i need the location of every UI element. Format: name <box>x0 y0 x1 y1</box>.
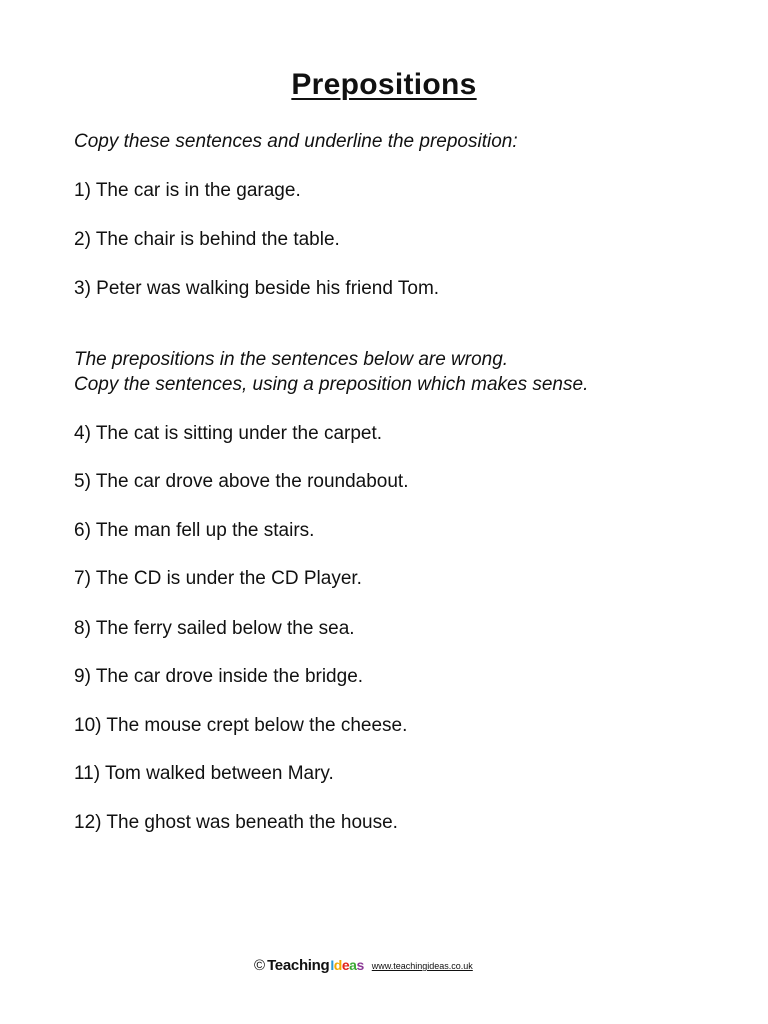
sentence-10: 10) The mouse crept below the cheese. <box>74 715 408 736</box>
footer-url-link[interactable]: www.teachingideas.co.uk <box>371 961 473 971</box>
brand-logo-letter: e <box>341 957 350 973</box>
brand-logo-ideas <box>330 957 363 973</box>
footer <box>254 953 473 977</box>
brand-logo-letter: s <box>356 957 364 973</box>
sentence-9: 9) The car drove inside the bridge. <box>74 666 364 687</box>
sentence-3: 3) Peter was walking beside his friend Tom. <box>74 278 440 299</box>
sentence-4: 4) The cat is sitting under the carpet. <box>74 423 383 444</box>
sentence-5: 5) The car drove above the roundabout. <box>74 471 409 492</box>
sentence-8: 8) The ferry sailed below the sea. <box>74 618 355 639</box>
sentence-2: 2) The chair is behind the table. <box>74 229 340 250</box>
instruction-wrong-prepositions: The prepositions in the sentences below are wrong. <box>74 349 509 370</box>
instruction-copy-underline: Copy these sentences and underline the preposition: <box>74 131 518 152</box>
sentence-7: 7) The CD is under the CD Player. <box>74 568 362 589</box>
sentence-6: 6) The man fell up the stairs. <box>74 520 315 541</box>
sentence-11: 11) Tom walked between Mary. <box>74 763 334 784</box>
sentence-1: 1) The car is in the garage. <box>74 180 301 201</box>
brand-logo-letter: a <box>349 957 357 973</box>
copyright-symbol: © <box>254 956 266 974</box>
sentence-12: 12) The ghost was beneath the house. <box>74 812 398 833</box>
page-title: Prepositions <box>291 68 477 101</box>
brand-logo-letter: d <box>333 957 342 973</box>
brand-logo-letter: I <box>330 957 334 973</box>
instruction-copy-sentences: Copy the sentences, using a preposition which makes sense. <box>74 374 589 395</box>
brand-logo-teaching: Teaching <box>267 956 330 974</box>
